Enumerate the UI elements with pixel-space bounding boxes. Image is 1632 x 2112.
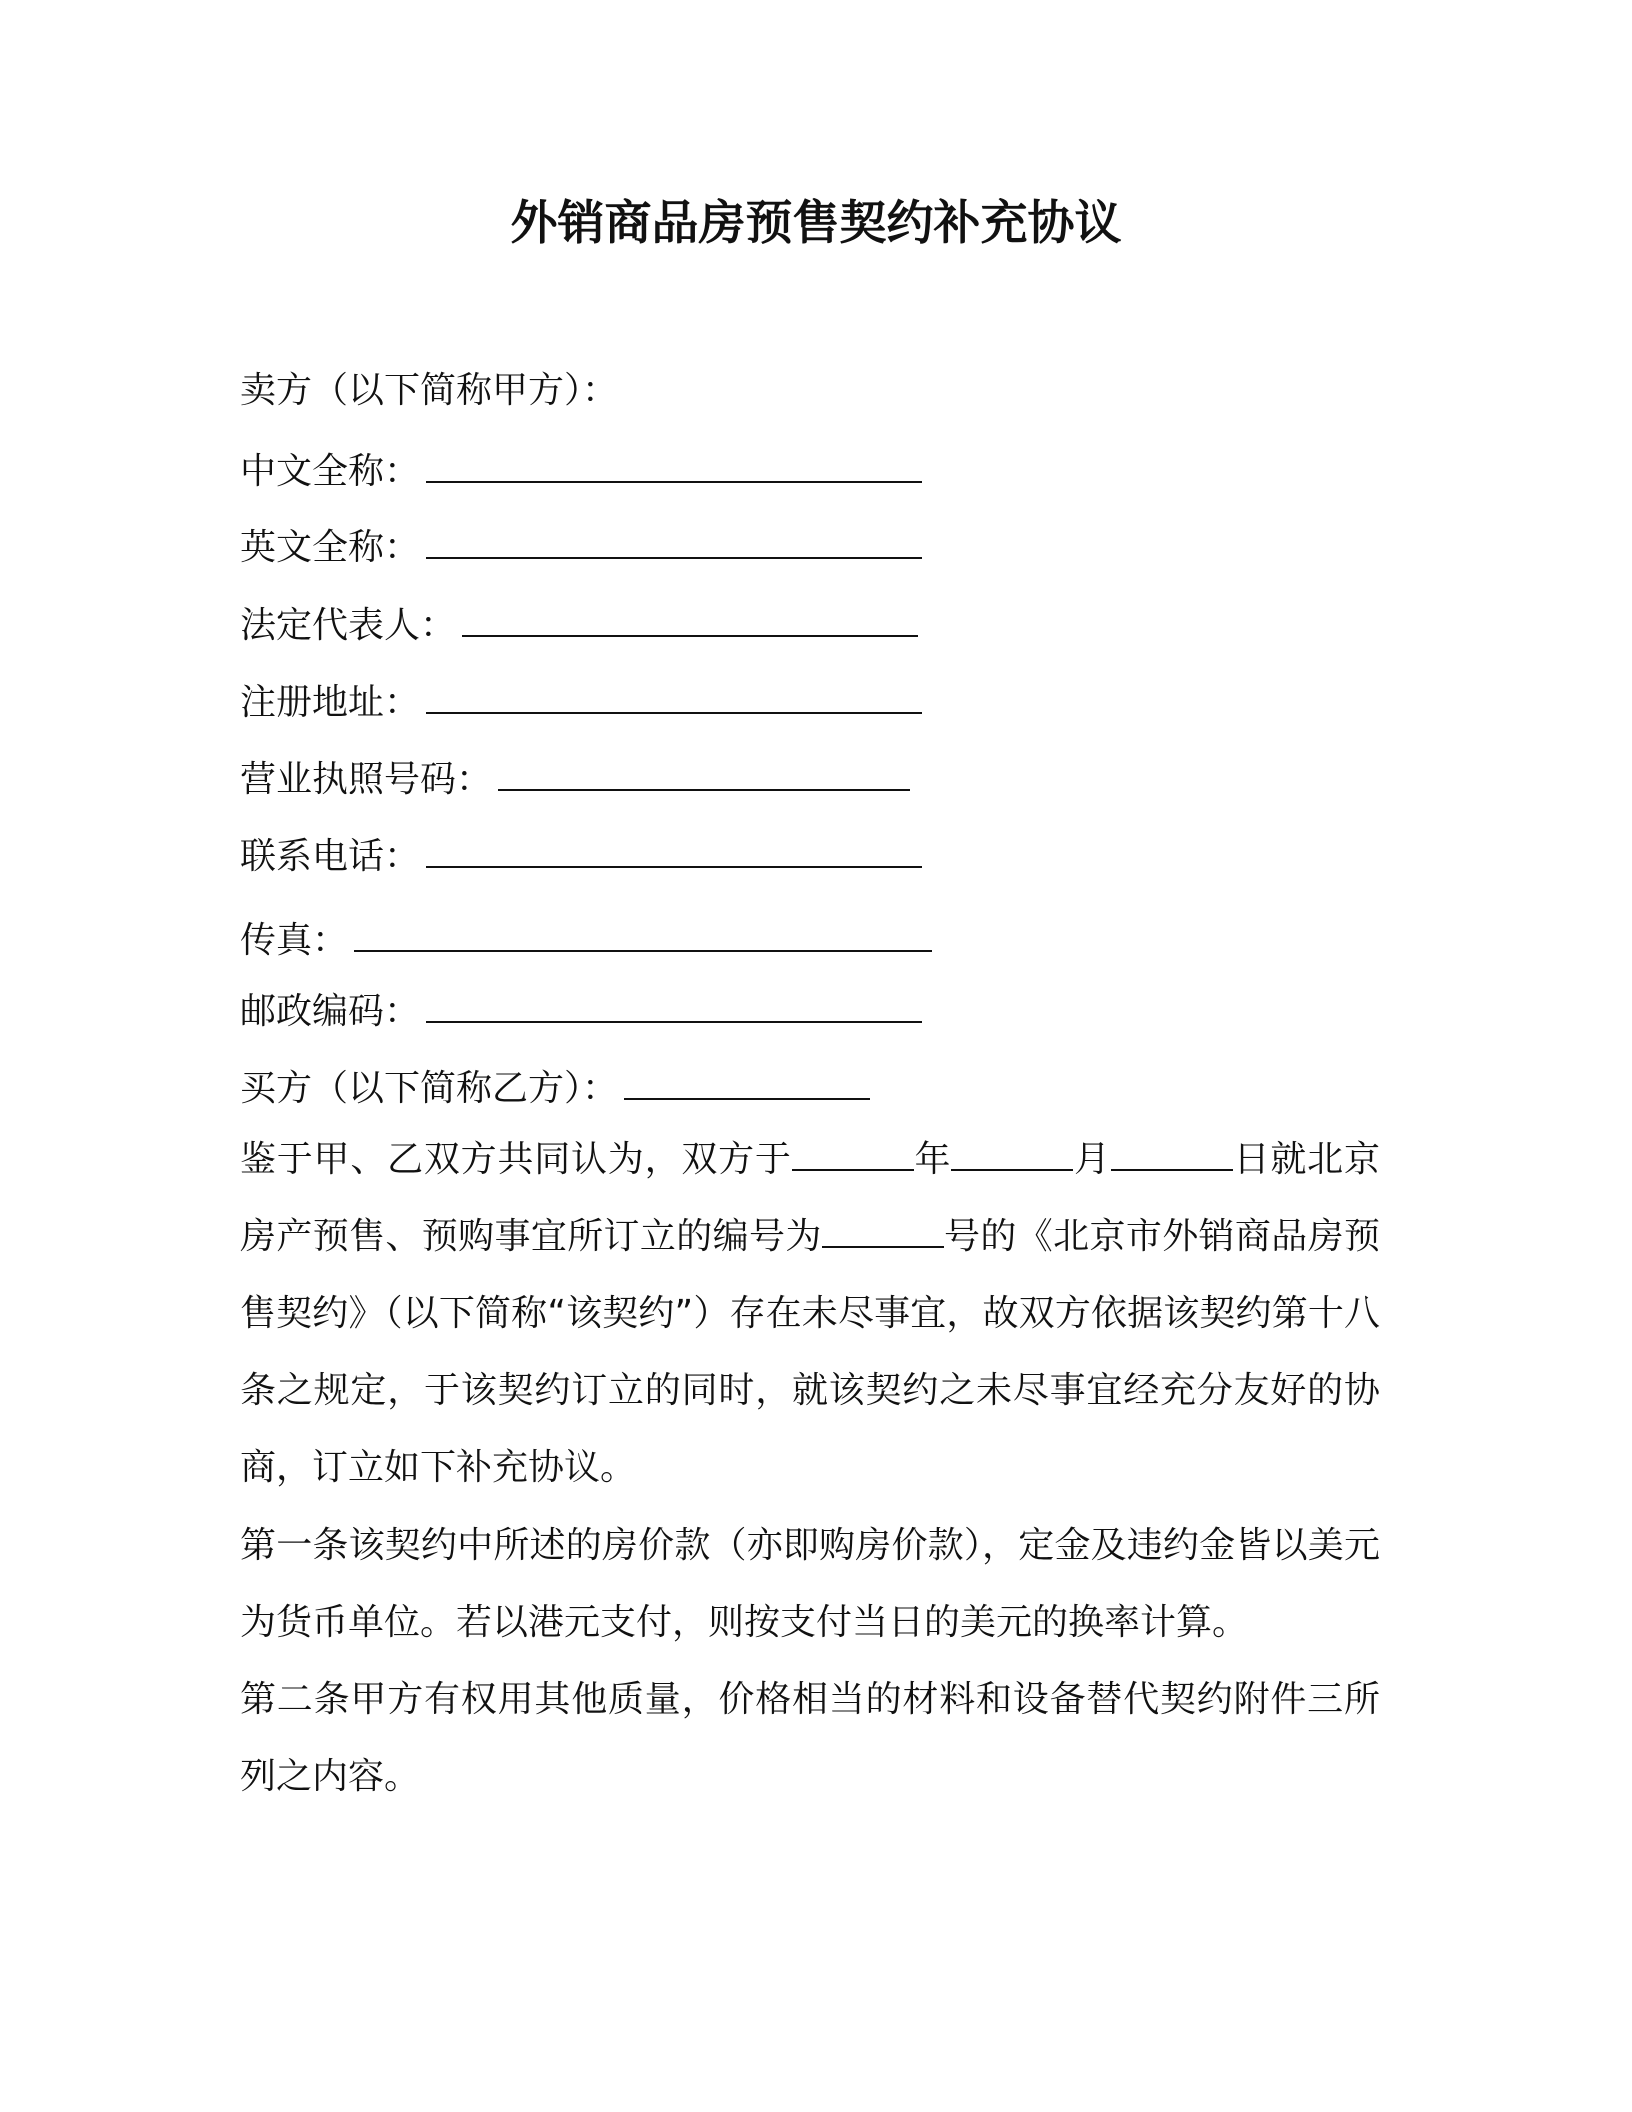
field-label: 联系电话： [240, 836, 421, 877]
preamble-text: 号的《北京市外销商品房预售契约》（以下简称“该契约”）存在未尽事宜，故双方依据该契约第十八条之规定，于该契约订立的同时，就该契约之未尽事宜经充分友好的协商，订立如下补充协议。 [240, 1216, 1380, 1488]
seller-heading: 卖方（以下简称甲方）： [240, 370, 619, 411]
field-phone [240, 828, 922, 882]
field-label: 英文全称： [240, 527, 421, 568]
field-label: 中文全称： [240, 451, 421, 492]
fill-blank[interactable] [498, 751, 910, 791]
preamble-text: 月 [1073, 1139, 1111, 1180]
fill-blank[interactable] [426, 674, 922, 714]
field-label: 邮政编码： [240, 991, 421, 1032]
fill-blank[interactable] [354, 912, 932, 952]
field-label: 注册地址： [240, 682, 421, 723]
article-1: 第一条该契约中所述的房价款（亦即购房价款），定金及违约金皆以美元为货币单位。若以港元支付，则按支付当日的美元的换率计算。 [240, 1525, 1380, 1643]
fill-blank-month[interactable] [951, 1131, 1073, 1171]
preamble-text: 日就北京房产预售、预购事宜所订立的编号为 [240, 1139, 1380, 1257]
field-label: 传真： [240, 920, 349, 961]
document-title: 外销商品房预售契约补充协议 [510, 196, 1122, 251]
field-fax [240, 912, 932, 966]
fill-blank-year[interactable] [792, 1131, 914, 1171]
field-registered-address [240, 674, 922, 728]
buyer-line [240, 1060, 870, 1114]
fill-blank[interactable] [426, 519, 922, 559]
field-legal-representative [240, 597, 918, 651]
buyer-label: 买方（以下简称乙方）： [240, 1068, 619, 1109]
preamble-text: 年 [913, 1139, 952, 1180]
field-label: 法定代表人： [240, 605, 457, 646]
preamble-text: 鉴于甲、乙双方共同认为，双方于 [240, 1139, 792, 1180]
field-label: 营业执照号码： [240, 759, 493, 800]
fill-blank[interactable] [426, 983, 922, 1023]
field-postal-code [240, 983, 922, 1037]
article-2: 第二条甲方有权用其他质量，价格相当的材料和设备替代契约附件三所列之内容。 [240, 1679, 1380, 1797]
fill-blank-day[interactable] [1111, 1131, 1233, 1171]
fill-blank[interactable] [426, 828, 922, 868]
field-chinese-name [240, 443, 922, 497]
fill-blank[interactable] [462, 597, 918, 637]
preamble-paragraph [240, 1121, 1380, 1506]
field-english-name [240, 519, 922, 573]
fill-blank[interactable] [426, 443, 922, 483]
field-business-license [240, 751, 910, 805]
fill-blank-contract-no[interactable] [822, 1208, 944, 1248]
fill-blank[interactable] [624, 1060, 870, 1100]
